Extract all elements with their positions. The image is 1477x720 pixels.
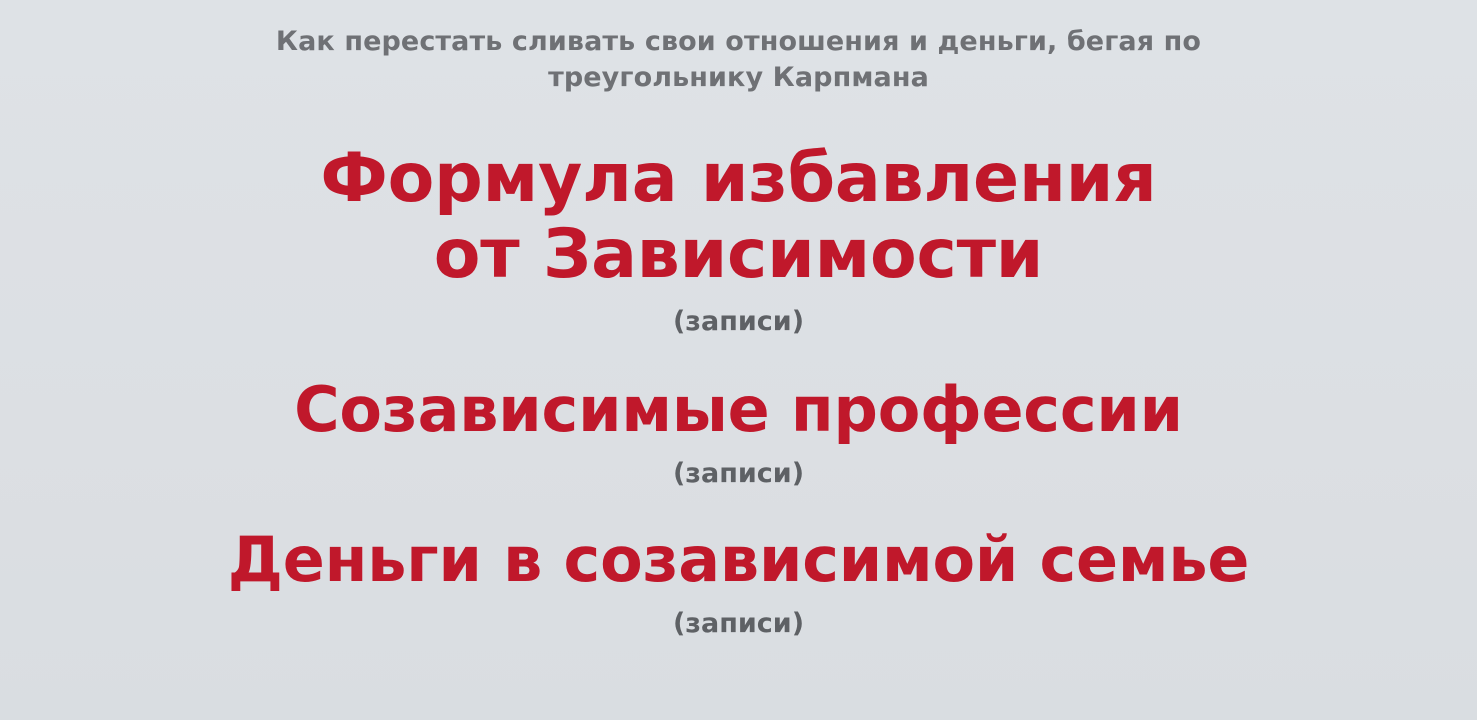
offer-item-1 [0,141,1477,336]
offer-item-3 [0,525,1477,639]
offer-note-1: (записи) [672,305,805,337]
offer-item-2 [0,372,1477,489]
slide-subheading: Как перестать сливать свои отношения и деньги, бегая по треугольнику Карпмана [275,26,1202,93]
offer-title-1-line-2: от Зависимости [433,215,1044,295]
offer-note-2: (записи) [672,458,805,489]
corner-watermark [1389,90,1459,106]
offer-title-3-line-1: Деньги в созависимой семье [227,523,1250,596]
offer-note-3: (записи) [672,608,805,640]
offer-title-1-line-1: Формула избавления [320,139,1157,219]
offer-title-2-line-1: Созависимые профессии [294,372,1183,446]
